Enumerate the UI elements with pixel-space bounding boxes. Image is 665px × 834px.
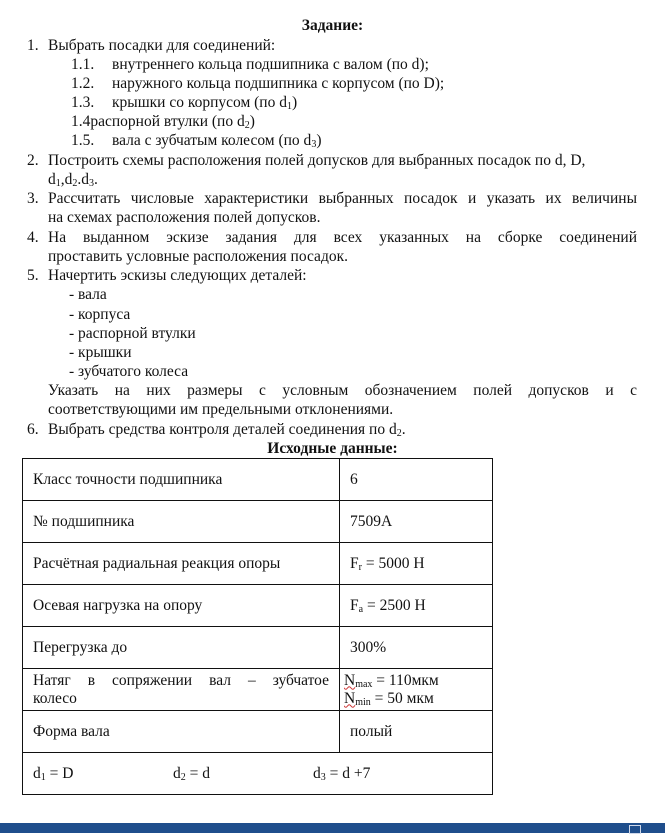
task-text: $d_1,d_2.d_3$.: [48, 171, 98, 189]
page-title: Задание:: [301, 17, 364, 34]
task-text: Рассчитать числовые характеристики выбранных посадок и указать их величины: [48, 190, 637, 207]
task-number: 4.: [27, 229, 39, 246]
d1-value: $d_1 = D$: [33, 764, 74, 783]
status-bar: [0, 823, 665, 833]
task-number: 2.: [27, 152, 39, 169]
list-item: - зубчатого колеса: [69, 363, 189, 380]
list-item: - корпуса: [69, 306, 131, 323]
subtask-text: наружного кольца подшипника с корпусом (по D);: [112, 75, 445, 92]
table-cell: 6: [340, 459, 493, 501]
table-cell: Осевая нагрузка на опору: [23, 585, 340, 627]
table-row: [23, 501, 493, 543]
table-cell: Перегрузка до: [23, 627, 340, 669]
task-number: 3.: [27, 190, 39, 207]
task-text: Выбрать средства контроля деталей соединения по $d_2$.: [48, 421, 406, 439]
task-number: 5.: [27, 267, 39, 284]
table-cell: № подшипника: [23, 501, 340, 543]
list-item: - вала: [69, 286, 107, 303]
task-text: проставить условные расположения посадок.: [48, 248, 348, 265]
table-cell: $F_a = 2500$ Н: [340, 585, 493, 627]
subtask-number: 1.1.: [71, 56, 95, 73]
list-item: - распорной втулки: [69, 325, 196, 342]
table-cell: $N_{max} = 110мкм$ $N_{min} = 50$ мкм: [340, 669, 493, 711]
table-cell: Натяг в сопряжении вал – зубчатое колесо: [23, 669, 340, 711]
task-text: на схемах расположения полей допусков.: [48, 209, 321, 226]
task-text: Построить схемы расположения полей допусков для выбранных посадок по d, D,: [48, 152, 586, 169]
task-text: соответствующими им предельными отклонениями.: [48, 401, 394, 418]
source-data-title: Исходные данные:: [267, 440, 398, 457]
table-cell: Расчётная радиальная реакция опоры: [23, 543, 340, 585]
table-cell: Класс точности подшипника: [23, 459, 340, 501]
table-row: [23, 711, 493, 753]
subtask-number: 1.3.: [71, 94, 95, 111]
table-row: [23, 459, 493, 501]
table-cell: 7509A: [340, 501, 493, 543]
list-item: - крышки: [69, 344, 132, 361]
subtask-number: 1.2.: [71, 75, 95, 92]
table-cell: [23, 753, 493, 795]
d3-value: $d_3 = d +7$: [313, 764, 371, 783]
subtask-text: 1.4распорной втулки (по $d_2$): [71, 113, 255, 131]
subtask-text: внутреннего кольца подшипника с валом (по d);: [112, 56, 429, 73]
subtask-text: вала с зубчатым колесом (по $d_3$): [112, 132, 322, 150]
table-row: [23, 585, 493, 627]
table-row: [23, 753, 493, 795]
table-cell: полый: [340, 711, 493, 753]
table-row: [23, 627, 493, 669]
d2-value: $d_2 = d$: [173, 764, 210, 783]
task-number: 1.: [27, 37, 39, 54]
table-row: [23, 543, 493, 585]
table-row: [23, 669, 493, 711]
table-cell: 300%: [340, 627, 493, 669]
task-text: Начертить эскизы следующих деталей:: [48, 267, 307, 284]
task-text: Выбрать посадки для соединений:: [48, 37, 276, 54]
task-number: 6.: [27, 421, 39, 438]
subtask-number: 1.5.: [71, 132, 95, 149]
table-cell: $F_r = 5000$ Н: [340, 543, 493, 585]
task-text: Указать на них размеры с условным обозначением полей допусков и с: [48, 382, 637, 399]
subtask-text: крышки со корпусом (по $d_1$): [112, 94, 298, 112]
task-text: На выданном эскизе задания для всех указанных на сборке соединений: [48, 229, 637, 246]
table-cell: Форма вала: [23, 711, 340, 753]
source-data-table: [22, 458, 493, 795]
